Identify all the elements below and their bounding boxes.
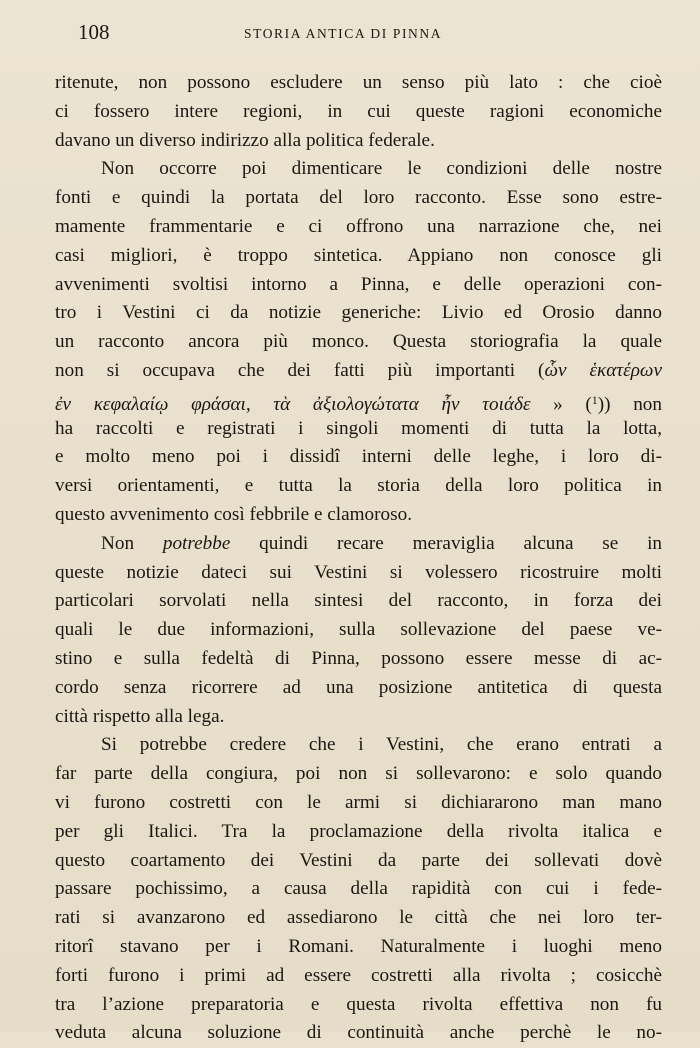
running-title: STORIA ANTICA DI PINNA bbox=[244, 26, 443, 41]
text-line bbox=[55, 357, 662, 386]
text-line: fonti e quindi la portata del loro racconto. Esse sono estre- bbox=[55, 187, 662, 209]
text-line: casi migliori, è troppo sintetica. Appiano non conosce gli bbox=[55, 244, 662, 266]
page-header bbox=[78, 20, 658, 48]
text-segment: Non bbox=[101, 532, 163, 554]
text-line: ha raccolti e registrati i singoli momenti di tutta la lotta, bbox=[55, 417, 662, 439]
text-line: città rispetto alla lega. bbox=[55, 705, 225, 727]
greek-quote: ἐν κεφαλαίῳ φράσαι, τὰ ἀξιολογώτατα ἦν τοιάδε bbox=[55, 393, 531, 415]
text-line: passare pochissimo, a causa della rapidità con cui i fede- bbox=[55, 878, 662, 900]
text-line: cordo senza ricorrere ad una posizione antitetica di questa bbox=[55, 676, 662, 698]
text-segment: » ( bbox=[530, 393, 592, 415]
text-segment: )) non bbox=[597, 393, 662, 415]
text-line: tro i Vestini ci da notizie generiche: Livio ed Orosio danno bbox=[55, 302, 662, 324]
text-line: questo avvenimento così febbrile e clamoroso. bbox=[55, 503, 412, 525]
body-text bbox=[55, 69, 662, 1048]
text-line: davano un diverso indirizzo alla politica federale. bbox=[55, 129, 435, 151]
text-line: questo coartamento dei Vestini da parte dei sollevati dovè bbox=[55, 849, 662, 871]
page-number: 108 bbox=[78, 20, 110, 44]
text-line: ritenute, non possono escludere un senso più lato : che cioè bbox=[55, 72, 662, 93]
text-line: far parte della congiura, poi non si sollevarono: e solo quando bbox=[55, 763, 662, 785]
italic-word: potrebbe bbox=[162, 532, 231, 554]
text-line: rati si avanzarono ed assediarono le città che nei loro ter- bbox=[55, 907, 662, 929]
text-line: Non occorre poi dimenticare le condizioni delle nostre bbox=[101, 158, 662, 180]
text-line: mamente frammentarie e ci offrono una narrazione che, nei bbox=[55, 215, 662, 237]
text-line: tra l’azione preparatoria e questa rivolta effettiva non fu bbox=[55, 993, 662, 1015]
text-line: veduta alcuna soluzione di continuità anche perchè le no- bbox=[55, 1022, 662, 1044]
text-line: per gli Italici. Tra la proclamazione della rivolta italica e bbox=[55, 820, 662, 842]
text-line: avvenimenti svoltisi intorno a Pinna, e delle operazioni con- bbox=[55, 273, 662, 295]
text-line: versi orientamenti, e tutta la storia della loro politica in bbox=[55, 475, 662, 497]
text-segment: non si occupava che dei fatti più importanti ( bbox=[55, 359, 545, 381]
text-line: un racconto ancora più monco. Questa storiografia la quale bbox=[55, 331, 662, 353]
text-line: Si potrebbe credere che i Vestini, che erano entrati a bbox=[101, 734, 662, 756]
text-line: vi furono costretti con le armi si dichiararono man mano bbox=[55, 791, 662, 813]
text-segment: quindi recare meraviglia alcuna se in bbox=[230, 532, 662, 554]
text-line: forti furono i primi ad essere costretti alla rivolta ; cosicchè bbox=[55, 964, 662, 986]
text-line: particolari sorvolati nella sintesi del racconto, in forza dei bbox=[55, 590, 662, 612]
text-line bbox=[55, 530, 662, 559]
text-line: ci fossero intere regioni, in cui queste ragioni economiche bbox=[55, 100, 662, 122]
text-line: stino e sulla fedeltà di Pinna, possono essere messe di ac- bbox=[55, 647, 662, 669]
footnote-reference[interactable]: 1 bbox=[591, 392, 598, 407]
text-line: quali le due informazioni, sulla sollevazione del paese ve- bbox=[55, 619, 662, 641]
text-line: e molto meno poi i dissidî interni delle leghe, i loro di- bbox=[55, 446, 662, 468]
greek-quote: ὧν ἑκατέρων bbox=[544, 359, 662, 381]
text-line bbox=[55, 386, 662, 415]
text-line: ritorî stavano per i Romani. Naturalmente i luoghi meno bbox=[55, 935, 662, 957]
text-line: queste notizie dateci sui Vestini si volessero ricostruire molti bbox=[55, 561, 662, 583]
